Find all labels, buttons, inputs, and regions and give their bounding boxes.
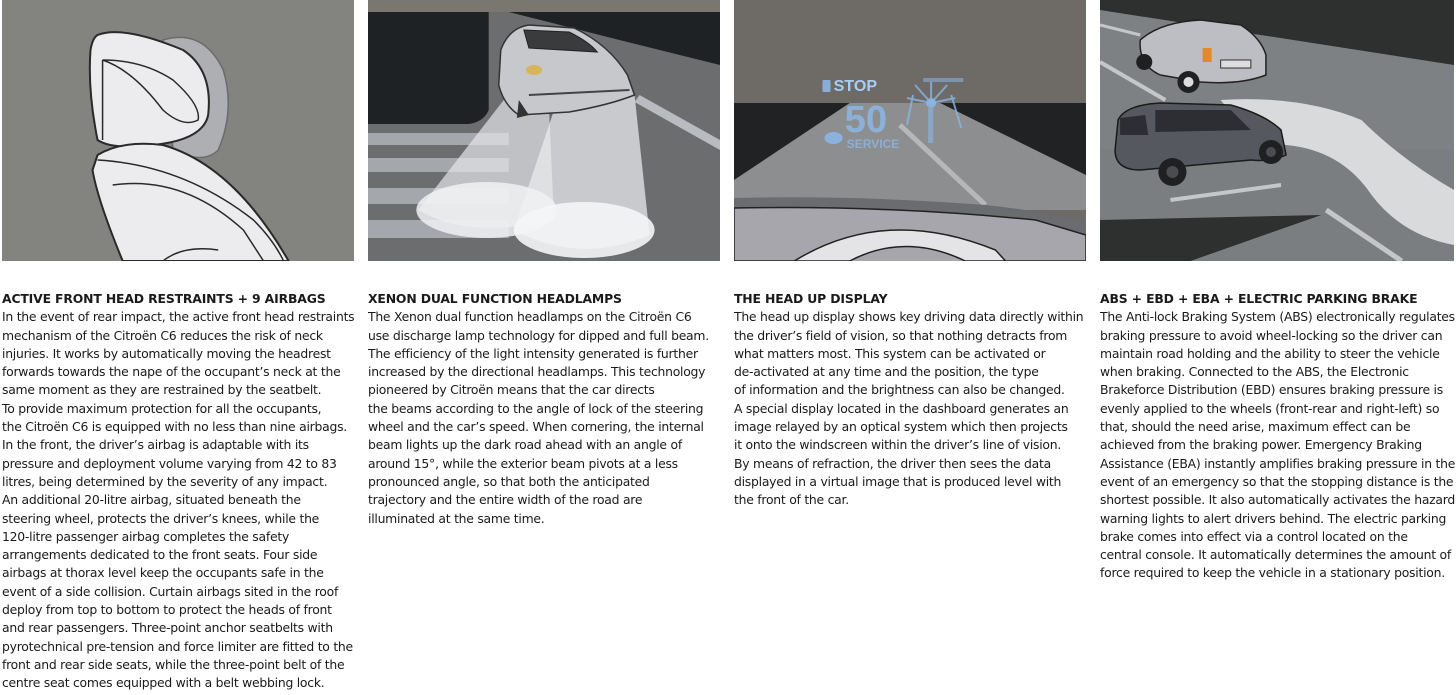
feature-column-head-up-display (734, 0, 1086, 510)
body-line: The Xenon dual function headlamps on the Citroën C6 (368, 309, 692, 325)
body-line: arrangements dedicated to the front seats. Four side (2, 547, 318, 563)
feature-column-xenon-headlamps (368, 0, 720, 528)
section-body (734, 308, 1086, 509)
body-line: the beams according to the angle of lock of the steering (368, 400, 704, 416)
body-line: The efficiency of the light intensity generated is further (368, 345, 698, 361)
body-line: By means of refraction, the driver then sees the data (734, 455, 1051, 471)
body-line: pyrotechnical pre-tension and force limiter are fitted to the (2, 638, 353, 654)
body-line: event of an emergency so that the stopping distance is the (1100, 473, 1454, 489)
body-line: litres, being determined by the severity of any impact. (2, 473, 328, 489)
body-line: airbags at thorax level keep the occupants safe in the (2, 565, 324, 581)
body-line: that, should the need arise, maximum effect can be (1100, 419, 1411, 435)
body-line: Assistance (EBA) instantly amplifies braking pressure in the (1100, 455, 1456, 471)
section-title: THE HEAD UP DISPLAY (734, 291, 888, 306)
body-line: front and rear side seats, while the three-point belt of the (2, 656, 345, 672)
body-line: the Citroën C6 is equipped with no less than nine airbags. (2, 419, 347, 435)
body-line: beam lights up the dark road ahead with an angle of (368, 437, 682, 453)
body-line: force required to keep the vehicle in a stationary position. (1100, 565, 1445, 581)
body-line: injuries. It works by automatically moving the headrest (2, 345, 331, 361)
section-title: ACTIVE FRONT HEAD RESTRAINTS + 9 AIRBAGS (2, 291, 326, 306)
body-line: Brakeforce Distribution (EBD) ensures braking pressure is (1100, 382, 1443, 398)
body-line: braking pressure to avoid wheel-locking so the driver can (1100, 327, 1443, 343)
body-line: trajectory and the entire width of the road are (368, 492, 643, 508)
body-line: central console. It automatically determines the amount of (1100, 547, 1451, 563)
hud-service-text: SERVICE (846, 137, 900, 151)
body-line: evenly applied to the wheels (front-rear and right-left) so (1100, 400, 1440, 416)
body-line: warning lights to alert drivers behind. The electric parking (1100, 510, 1447, 526)
body-line: The head up display shows key driving data directly within (734, 309, 1084, 325)
braking-illustration (1100, 0, 1454, 261)
body-line: event of a side collision. Curtain airbags sited in the roof (2, 583, 339, 599)
body-line: same moment as they are restrained by the seatbelt. (2, 382, 322, 398)
headlamp-illustration (368, 0, 720, 261)
body-line: steering wheel, protects the driver’s knees, while the (2, 510, 320, 526)
body-line: 120-litre passenger airbag completes the safety (2, 528, 290, 544)
body-line: deploy from top to bottom to protect the heads of front (2, 602, 332, 618)
body-line: achieved from the braking power. Emergency Braking (1100, 437, 1422, 453)
body-line: forwards towards the nape of the occupant’s neck at the (2, 364, 341, 380)
body-line: wheel and the car’s speed. When cornering, the internal (368, 419, 704, 435)
body-line: displayed in a virtual image that is produced level with (734, 473, 1062, 489)
body-line: illuminated at the same time. (368, 510, 545, 526)
feature-column-head-restraints (2, 0, 354, 693)
body-line: of information and the brightness can also be changed. (734, 382, 1065, 398)
section-title: ABS + EBD + EBA + ELECTRIC PARKING BRAKE (1100, 291, 1418, 306)
section-title: XENON DUAL FUNCTION HEADLAMPS (368, 291, 622, 306)
body-line: the front of the car. (734, 492, 849, 508)
body-line: de-activated at any time and the position, the type (734, 364, 1039, 380)
body-line: A special display located in the dashboard generates an (734, 400, 1069, 416)
body-line: centre seat comes equipped with a belt webbing lock. (2, 675, 325, 691)
body-line: maintain road holding and the ability to steer the vehicle (1100, 345, 1440, 361)
body-line: when braking. Connected to the ABS, the Electronic (1100, 364, 1409, 380)
body-line: increased by the directional headlamps. This technology (368, 364, 706, 380)
body-line: brake comes into effect via a control located on the (1100, 528, 1408, 544)
body-line: To provide maximum protection for all the occupants, (2, 400, 322, 416)
section-body (1100, 308, 1454, 582)
section-body (2, 308, 354, 692)
body-line: use discharge lamp technology for dipped and full beam. (368, 327, 709, 343)
body-line: shortest possible. It also automatically activates the hazard (1100, 492, 1456, 508)
hud-speed-value: 50 (844, 99, 888, 141)
body-line: image relayed by an optical system which then projects (734, 419, 1068, 435)
body-line: In the front, the driver’s airbag is adaptable with its (2, 437, 309, 453)
body-line: An additional 20-litre airbag, situated beneath the (2, 492, 301, 508)
section-body (368, 308, 720, 528)
body-line: what matters most. This system can be activated or (734, 345, 1046, 361)
feature-column-abs-braking (1100, 0, 1454, 583)
head-up-display-illustration (734, 0, 1086, 261)
hud-stop-text: STOP (833, 77, 878, 95)
body-line: pronounced angle, so that both the anticipated (368, 473, 650, 489)
body-line: In the event of rear impact, the active front head restraints (2, 309, 355, 325)
body-line: the driver’s field of vision, so that nothing detracts from (734, 327, 1068, 343)
body-line: it onto the windscreen within the driver’s line of vision. (734, 437, 1062, 453)
body-line: around 15°, while the exterior beam pivots at a less (368, 455, 678, 471)
body-line: pressure and deployment volume varying from 42 to 83 (2, 455, 337, 471)
body-line: mechanism of the Citroën C6 reduces the risk of neck (2, 327, 323, 343)
head-restraint-illustration (2, 0, 354, 261)
body-line: The Anti-lock Braking System (ABS) electronically regulates (1100, 309, 1455, 325)
body-line: pioneered by Citroën means that the car directs (368, 382, 655, 398)
body-line: and rear passengers. Three-point anchor seatbelts with (2, 620, 333, 636)
